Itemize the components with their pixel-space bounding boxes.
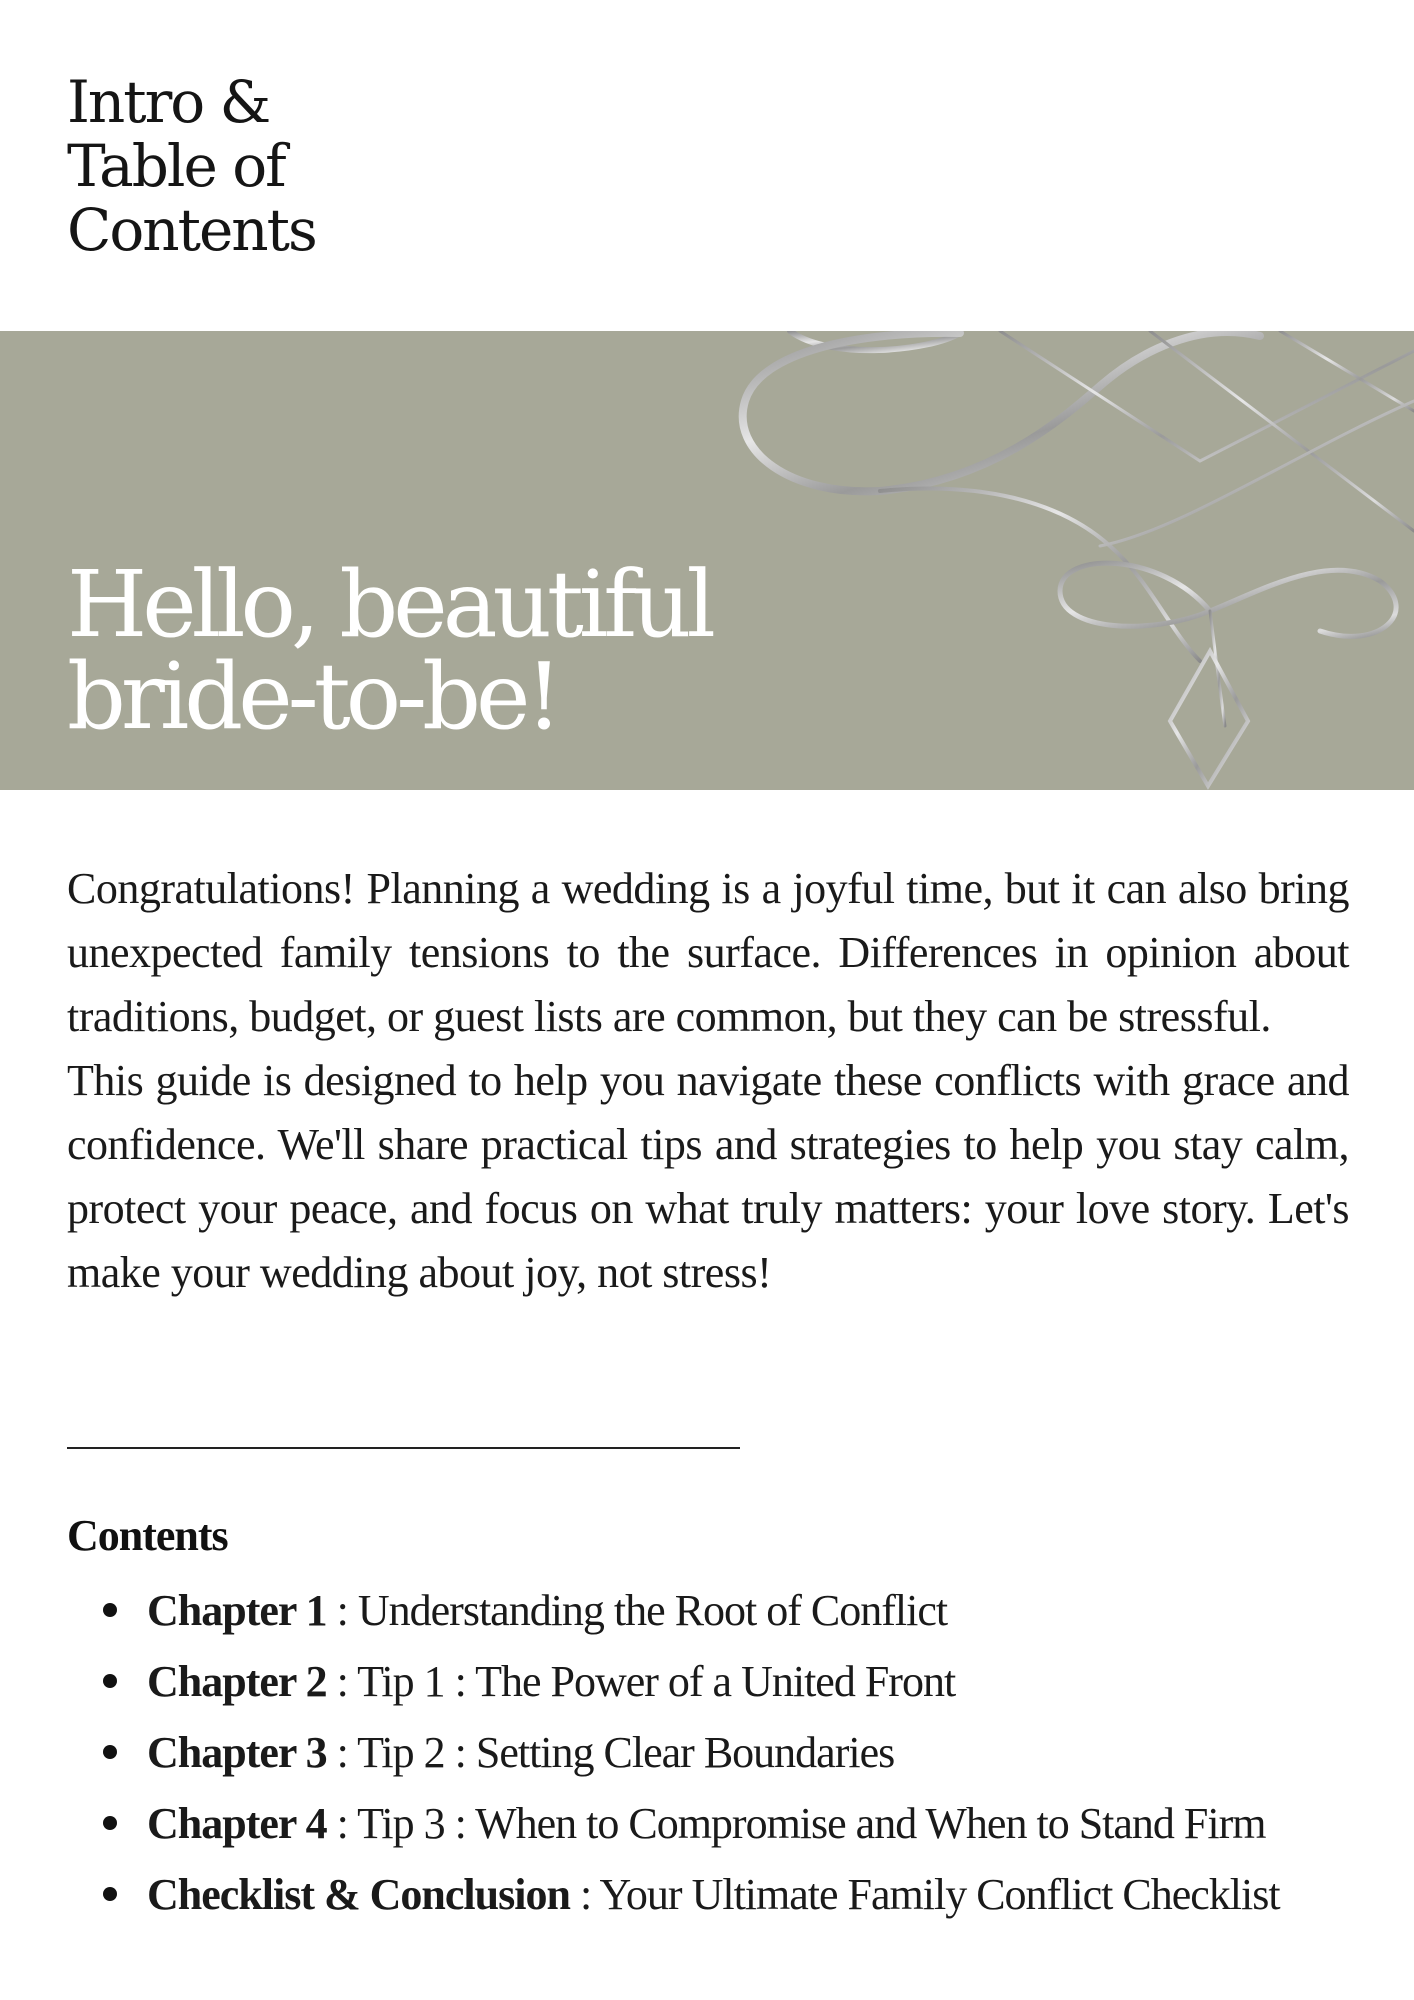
table-of-contents [67, 1575, 1367, 1930]
bullet-icon [103, 1603, 117, 1617]
toc-item[interactable] [67, 1859, 1367, 1930]
toc-item[interactable] [67, 1646, 1367, 1717]
toc-separator: : [326, 1799, 358, 1848]
greeting-heading [67, 551, 767, 750]
toc-item-label: Chapter 4 [147, 1799, 327, 1848]
toc-item[interactable] [67, 1575, 1367, 1646]
toc-item-label: Chapter 1 [147, 1586, 327, 1635]
intro-paragraph: This guide is designed to help you navigate these conflicts with grace and confidence. We'll share practical tips and strategies to help you stay calm, protect your peace, and focus on what truly matters: your love story. Let's make your wedding about joy, not stress! [67, 1056, 1349, 1297]
page-title [67, 70, 487, 262]
bullet-icon [103, 1887, 117, 1901]
toc-item-label: Chapter 3 [147, 1728, 327, 1777]
bullet-icon [103, 1745, 117, 1759]
toc-item-label: Chapter 2 [147, 1657, 327, 1706]
toc-separator: : [326, 1728, 358, 1777]
page-title-line: Table of [67, 132, 285, 200]
bullet-icon [103, 1816, 117, 1830]
toc-item[interactable] [67, 1788, 1367, 1859]
greeting-line: bride-to-be! [67, 643, 558, 750]
toc-item-text: Tip 1 : The Power of a United Front [357, 1657, 956, 1706]
toc-item-label: Checklist & Conclusion [147, 1870, 570, 1919]
section-divider [67, 1447, 740, 1449]
toc-item-text: Understanding the Root of Conflict [357, 1586, 948, 1635]
greeting-banner [0, 331, 1414, 790]
toc-separator: : [326, 1657, 358, 1706]
contents-heading: Contents [67, 1511, 228, 1560]
greeting-line: Hello, beautiful [67, 551, 711, 658]
page-title-line: Intro & [67, 68, 270, 136]
toc-item-text: Tip 2 : Setting Clear Boundaries [357, 1728, 895, 1777]
intro-text [67, 857, 1349, 1305]
bullet-icon [103, 1674, 117, 1688]
toc-separator: : [326, 1586, 358, 1635]
toc-item-text: Tip 3 : When to Compromise and When to Stand Firm [357, 1799, 1266, 1848]
intro-paragraph: Congratulations! Planning a wedding is a joyful time, but it can also bring unexpected family tensions to the surface. Differences in opinion about traditions, budget, or guest lists are common, but they can be stressful. [67, 864, 1349, 1041]
toc-item-text: Your Ultimate Family Conflict Checklist [599, 1870, 1280, 1919]
toc-separator: : [569, 1870, 600, 1919]
toc-item[interactable] [67, 1717, 1367, 1788]
page-title-line: Contents [67, 196, 316, 264]
